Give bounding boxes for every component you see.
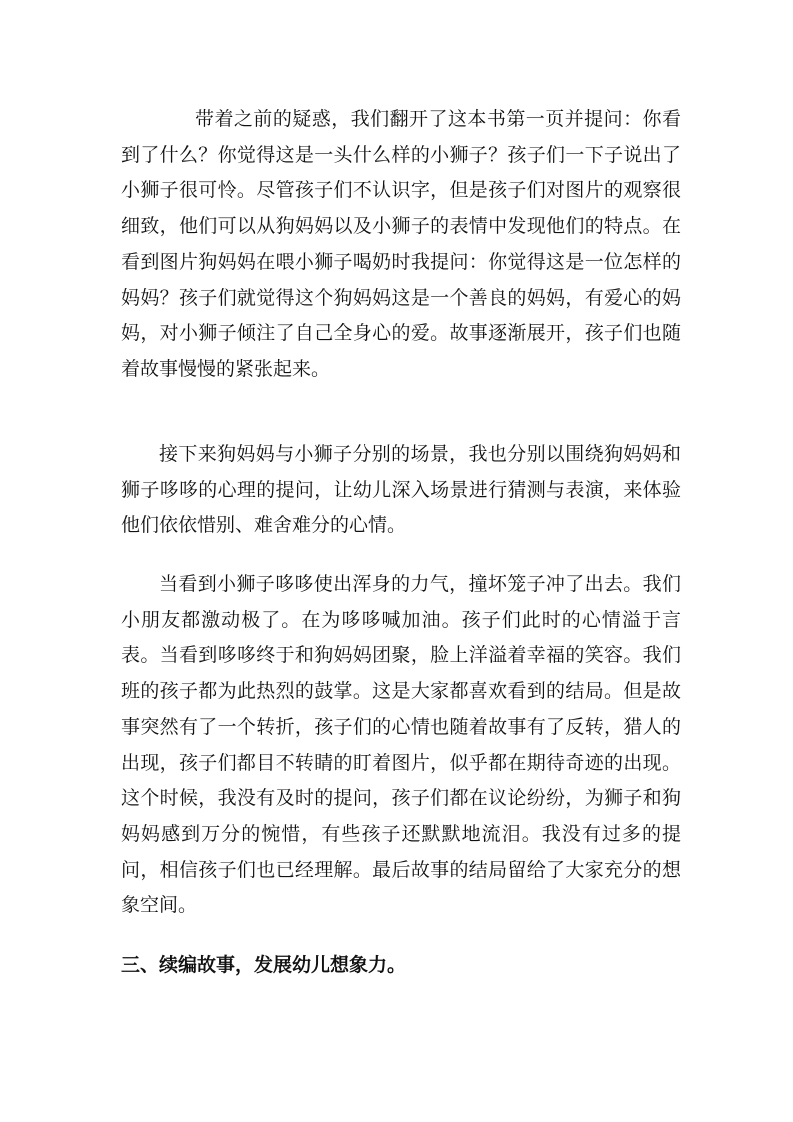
paragraph-1: 带着之前的疑惑，我们翻开了这本书第一页并提问：你看到了什么？你觉得这是一头什么样的小狮子？孩子们一下子说出了小狮子很可怜。尽管孩子们不认识字，但是孩子们对图片的观察很细致，他们可以从狗妈妈以及小狮子的表情中发现他们的特点。在看到图片狗妈妈在喂小狮子喝奶时我提问：你觉得这是一位怎样的妈妈？孩子们就觉得这个狗妈妈这是一个善良的妈妈，有爱心的妈妈，对小狮子倾注了自己全身心的爱。故事逐渐展开，孩子们也随着故事慢慢的紧张起来。 [121, 108, 681, 380]
section-heading: 三、续编故事，发展幼儿想象力。 [121, 954, 407, 976]
paragraph-2: 接下来狗妈妈与小狮子分别的场景，我也分别以围绕狗妈妈和狮子哆哆的心理的提问，让幼儿深入场景进行猜测与表演，来体验他们依依惜别、难舍难分的心情。 [121, 443, 681, 537]
paragraph-3: 当看到小狮子哆哆使出浑身的力气，撞坏笼子冲了出去。我们小朋友都激动极了。在为哆哆喊加油。孩子们此时的心情溢于言表。当看到哆哆终于和狗妈妈团聚，脸上洋溢着幸福的笑容。我们班的孩子都为此热烈的鼓掌。这是大家都喜欢看到的结局。但是故事突然有了一个转折，孩子们的心情也随着故事有了反转，猎人的出现，孩子们都目不转睛的盯着图片，似乎都在期待奇迹的出现。这个时候，我没有及时的提问，孩子们都在议论纷纷，为狮子和狗妈妈感到万分的惋惜，有些孩子还默默地流泪。我没有过多的提问，相信孩子们也已经理解。最后故事的结局留给了大家充分的想象空间。 [121, 573, 681, 917]
